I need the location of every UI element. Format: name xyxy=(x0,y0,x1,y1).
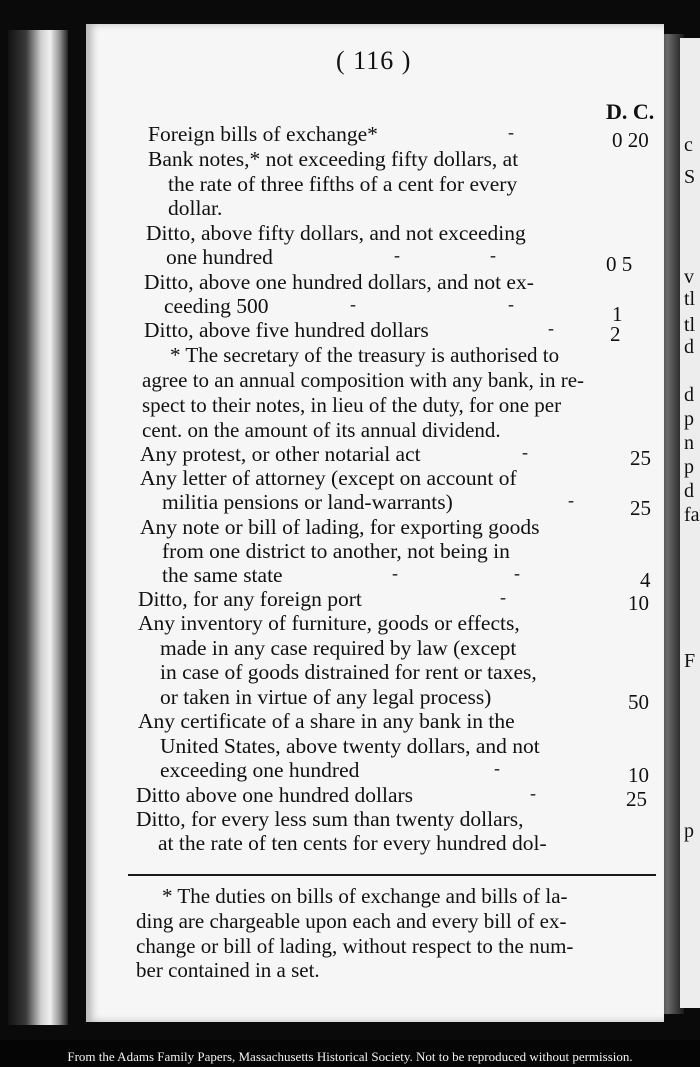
column-heading: D. C. xyxy=(606,99,655,124)
leader-dash: - xyxy=(394,245,400,265)
leader-dash: - xyxy=(500,587,506,607)
entry-line: the same state xyxy=(162,563,283,587)
margin-letter: p xyxy=(684,408,694,430)
page-number: ( 116 ) xyxy=(336,46,412,75)
footnote-line: cent. on the amount of its annual dividend. xyxy=(142,418,501,442)
entry-line: from one district to another, not being in xyxy=(162,539,510,563)
leader-dash: - xyxy=(392,563,398,583)
leader-dash: - xyxy=(530,783,536,803)
margin-letter: c xyxy=(684,134,693,156)
margin-letter: p xyxy=(684,456,694,478)
footnote-line: agree to an annual composition with any bank, in re- xyxy=(142,368,585,392)
entry-line: Bank notes,* not exceeding fifty dollars, at xyxy=(148,147,519,171)
margin-letter: n xyxy=(684,432,694,454)
footnote-line: spect to their notes, in lieu of the duty, for one per xyxy=(142,393,562,417)
bottom-footnote-line: ber contained in a set. xyxy=(136,958,320,982)
entry-line: Any letter of attorney (except on account of xyxy=(140,466,517,490)
entry-line: Ditto, above one hundred dollars, and not ex- xyxy=(144,270,534,294)
leader-dash: - xyxy=(494,758,500,778)
leader-dash: - xyxy=(522,442,528,462)
entry-line: Any inventory of furniture, goods or effects, xyxy=(138,611,520,635)
entry-line: ceeding 500 xyxy=(164,294,269,318)
entry-line: Ditto, for any foreign port xyxy=(138,587,362,611)
entry-amount: 1 xyxy=(612,302,623,326)
entry-line: Ditto above one hundred dollars xyxy=(136,783,414,807)
leader-dash: - xyxy=(490,245,496,265)
leader-dash: - xyxy=(508,294,514,314)
leader-dash: - xyxy=(508,122,514,142)
footnote-line: * The secretary of the treasury is authorised to xyxy=(170,343,560,367)
margin-letter: tl xyxy=(684,314,696,336)
margin-letter: d xyxy=(684,480,694,502)
entry-amount: 4 xyxy=(640,568,651,592)
leader-dash: - xyxy=(568,490,574,510)
leader-dash: - xyxy=(548,318,554,338)
entry-line: Foreign bills of exchange* xyxy=(148,122,378,146)
entry-line: Ditto, above fifty dollars, and not exceeding xyxy=(146,221,526,245)
facing-page-fragment xyxy=(680,38,700,1008)
entry-line: the rate of three fifths of a cent for every xyxy=(168,172,518,196)
entry-line: one hundred xyxy=(166,245,273,269)
entry-line: Any certificate of a share in any bank in the xyxy=(138,709,515,733)
entry-line: Ditto, for every less sum than twenty dollars, xyxy=(136,807,524,831)
entry-amount: 10 xyxy=(628,763,649,787)
leader-dash: - xyxy=(350,294,356,314)
credit-line: From the Adams Family Papers, Massachusetts Historical Society. Not to be reproduced without permission. xyxy=(67,1049,633,1064)
entry-line: in case of goods distrained for rent or taxes, xyxy=(160,660,537,684)
margin-letter: S xyxy=(684,166,696,188)
entry-amount: 0 5 xyxy=(606,252,633,276)
margin-letter: d xyxy=(684,384,694,406)
entry-amount: 25 xyxy=(626,787,647,811)
entry-line: Any note or bill of lading, for exporting goods xyxy=(140,515,540,539)
footnote-rule xyxy=(128,874,656,876)
entry-line: exceeding one hundred xyxy=(160,758,360,782)
entry-line: or taken in virtue of any legal process) xyxy=(160,685,492,709)
margin-letter: tl xyxy=(684,288,696,310)
bottom-footnote-line: * The duties on bills of exchange and bills of la- xyxy=(162,884,568,908)
margin-letter: fa xyxy=(684,504,700,526)
margin-letter: F xyxy=(684,650,696,672)
entry-line: United States, above twenty dollars, and not xyxy=(160,734,540,758)
entry-amount: 0 20 xyxy=(612,128,649,152)
entry-line: made in any case required by law (except xyxy=(160,636,517,660)
bottom-footnote-line: ding are chargeable upon each and every bill of ex- xyxy=(136,909,567,933)
entry-line: Ditto, above five hundred dollars xyxy=(144,318,429,342)
margin-letter: v xyxy=(684,266,694,288)
bottom-footnote-line: change or bill of lading, without respect to the num- xyxy=(136,934,574,958)
entry-amount: 50 xyxy=(628,690,649,714)
leader-dash: - xyxy=(514,563,520,583)
entry-line: dollar. xyxy=(168,196,223,220)
entry-amount: 2 xyxy=(610,322,621,346)
entry-amount: 10 xyxy=(628,591,649,615)
book-spine xyxy=(8,30,68,1025)
entry-amount: 25 xyxy=(630,446,651,470)
entry-amount: 25 xyxy=(630,496,651,520)
margin-letter: p xyxy=(684,820,694,842)
entry-line: at the rate of ten cents for every hundred dol- xyxy=(158,831,547,855)
margin-letter: d xyxy=(684,336,694,358)
entry-line: Any protest, or other notarial act xyxy=(140,442,421,466)
entry-line: militia pensions or land-warrants) xyxy=(162,490,453,514)
